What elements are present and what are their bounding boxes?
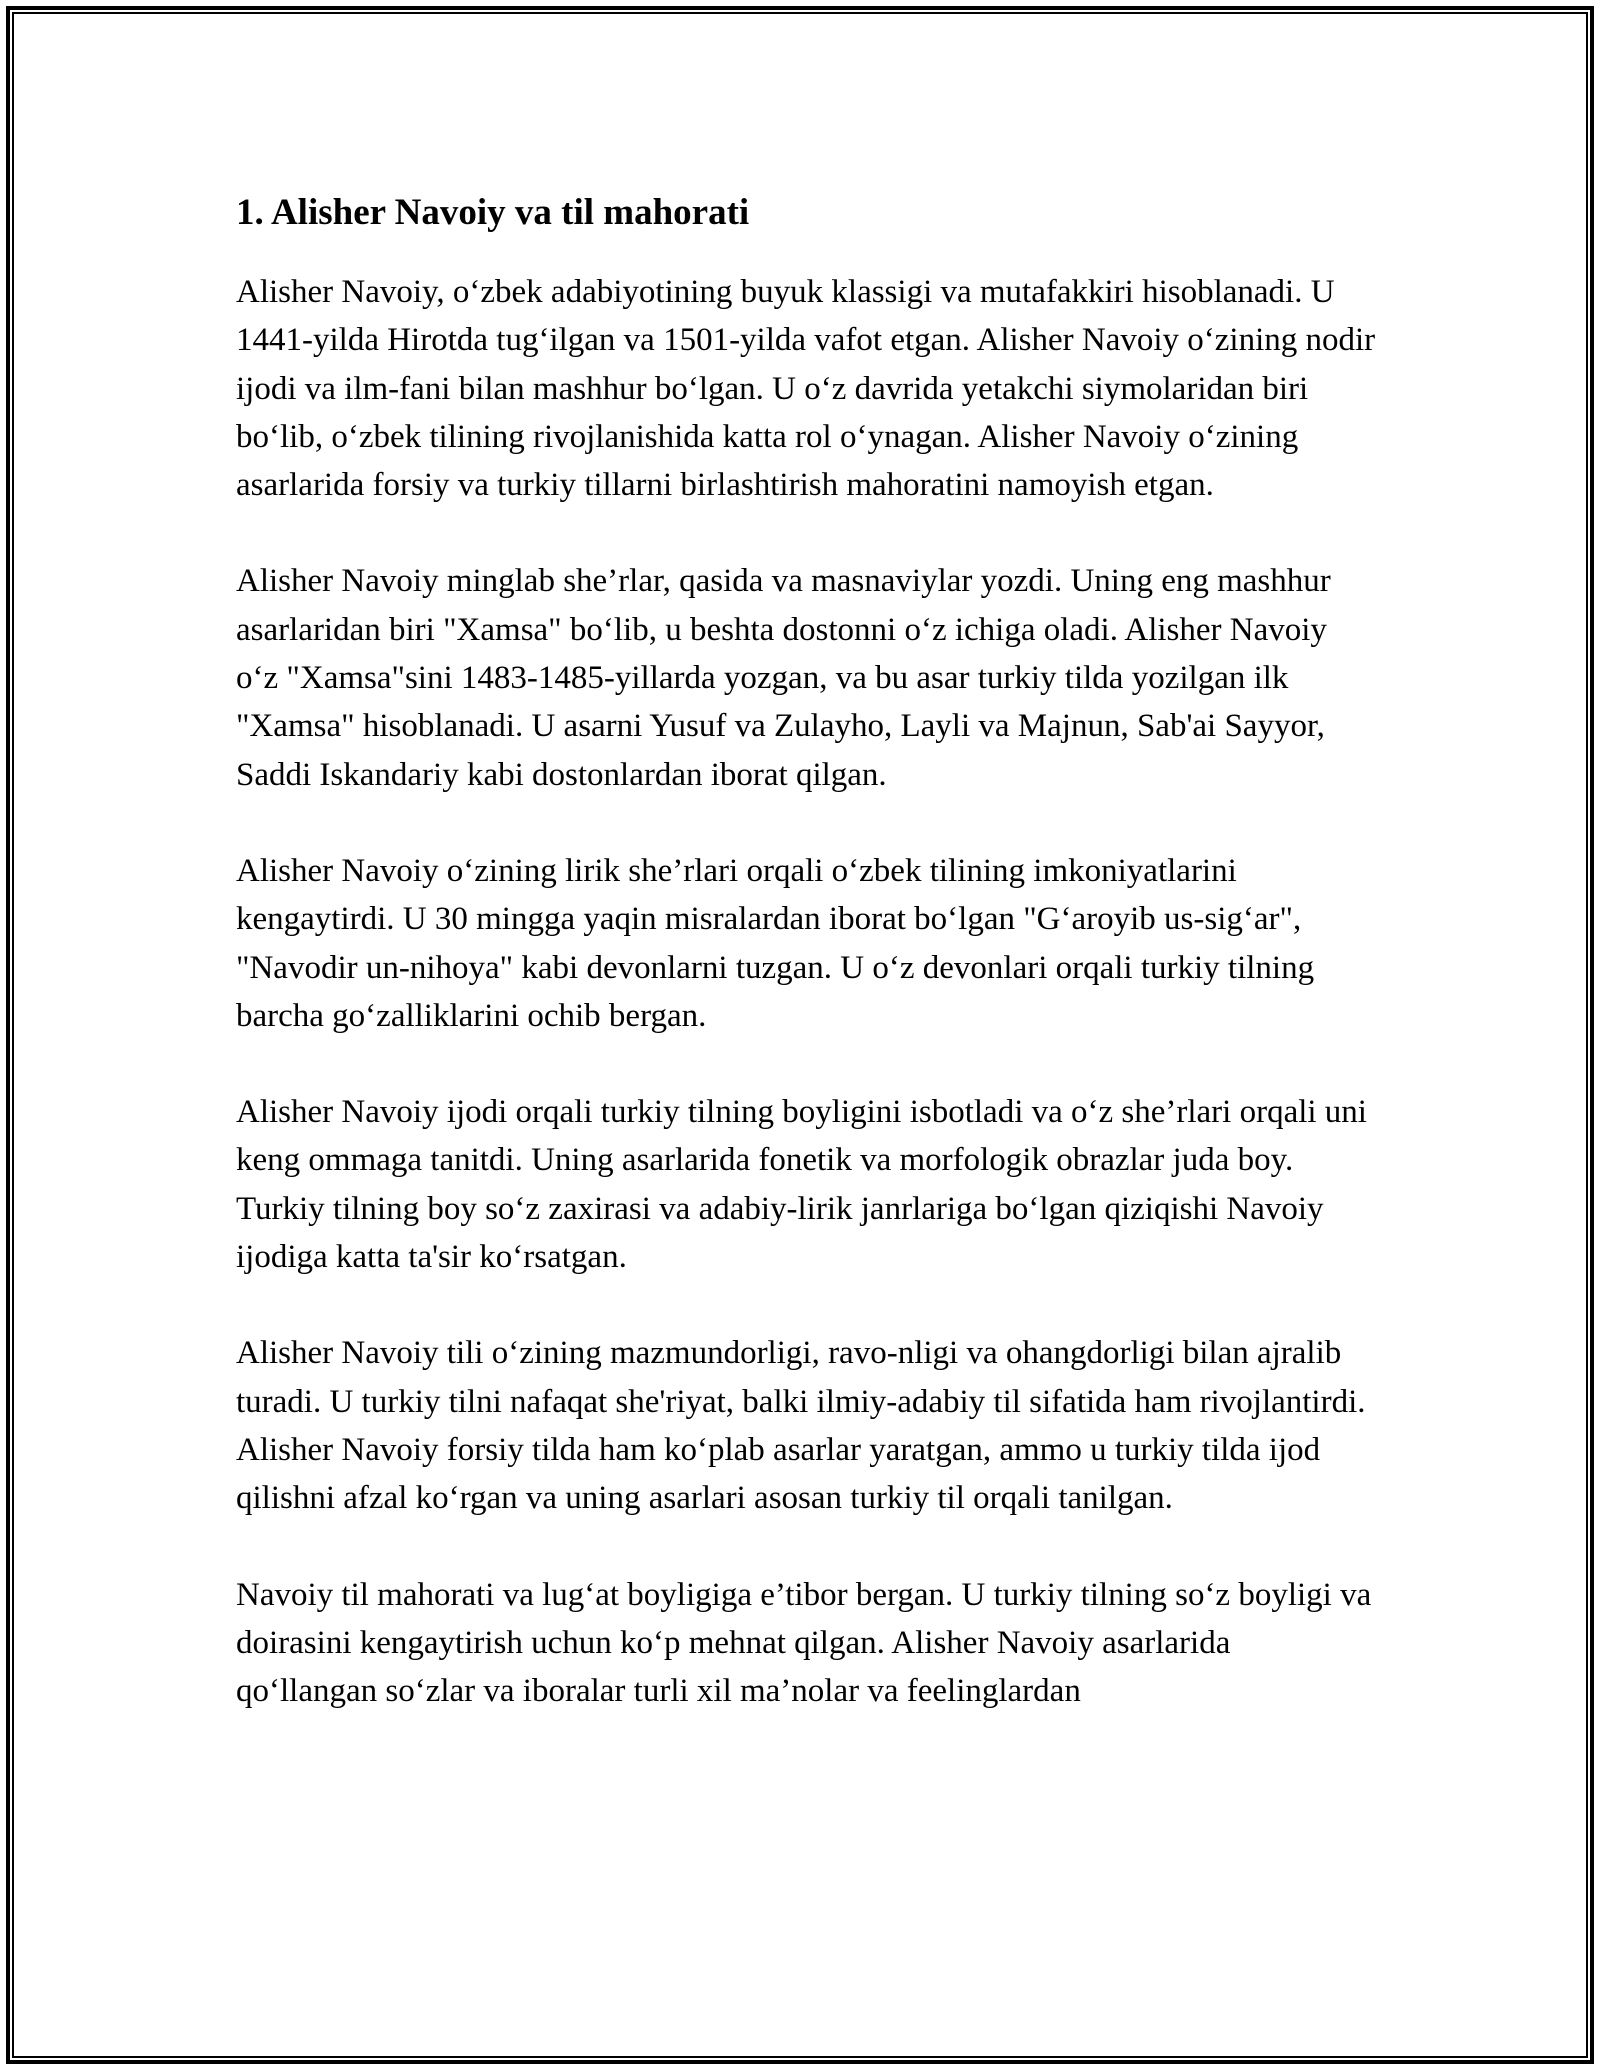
paragraph-1: Alisher Navoiy, o‘zbek adabiyotining buyuk klassigi va mutafakkiri hisoblanadi. U 1441-yilda Hirotda tug‘ilgan va 1501-yilda vafot etgan. Alisher Navoiy o‘zining nodir ijodi va ilm-fani bilan mashhur bo‘lgan. U o‘z davrida yetakchi siymolaridan biri bo‘lib, o‘zbek tilining rivojlanishida katta rol o‘ynagan. Alisher Navoiy o‘zining asarlarida forsiy va turkiy tillarni birlashtirish mahoratini namoyish etgan.	[236, 274, 1376, 504]
section-heading: 1. Alisher Navoiy va til mahorati	[236, 192, 750, 233]
paragraph-4: Alisher Navoiy ijodi orqali turkiy tilning boyligini isbotladi va o‘z she’rlari orqali uni keng ommaga tanitdi. Uning asarlarida fonetik va morfologik obrazlar juda boy. Turkiy tilning boy so‘z zaxirasi va adabiy-lirik janrlariga bo‘lgan qiziqishi Navoiy ijodiga katta ta'sir ko‘rsatgan.	[236, 1094, 1367, 1276]
paragraph-6: Navoiy til mahorati va lug‘at boyligiga e’tibor bergan. U turkiy tilning so‘z boyligi va doirasini kengaytirish uchun ko‘p mehnat qilgan. Alisher Navoiy asarlarida qo‘llangan so‘zlar va iboralar turli xil ma’nolar va feelinglardan	[236, 1576, 1372, 1710]
document-body	[236, 188, 1376, 1763]
paragraph-5: Alisher Navoiy tili o‘zining mazmundorligi, ravo-nligi va ohangdorligi bilan ajralib turadi. U turkiy tilni nafaqat she'riyat, balki ilmiy-adabiy til sifatida ham rivojlantirdi. Alisher Navoiy forsiy tilda ham ko‘plab asarlar yaratgan, ammo u turkiy tilda ijod qilishni afzal ko‘rgan va uning asarlari asosan turkiy til orqali tanilgan.	[236, 1335, 1366, 1517]
paragraph-2: Alisher Navoiy minglab she’rlar, qasida va masnaviylar yozdi. Uning eng mashhur asarlaridan biri "Xamsa" bo‘lib, u beshta dostonni o‘z ichiga oladi. Alisher Navoiy o‘z "Xamsa"sini 1483-1485-yillarda yozgan, va bu asar turkiy tilda yozilgan ilk "Xamsa" hisoblanadi. U asarni Yusuf va Zulayho, Layli va Majnun, Sab'ai Sayyor, Saddi Iskandariy kabi dostonlardan iborat qilgan.	[236, 563, 1331, 793]
paragraph-3: Alisher Navoiy o‘zining lirik she’rlari orqali o‘zbek tilining imkoniyatlarini kengaytirdi. U 30 mingga yaqin misralardan iborat bo‘lgan "G‘aroyib us-sig‘ar", "Navodir un-nihoya" kabi devonlarni tuzgan. U o‘z devonlari orqali turkiy tilning barcha go‘zalliklarini ochib bergan.	[236, 852, 1315, 1034]
